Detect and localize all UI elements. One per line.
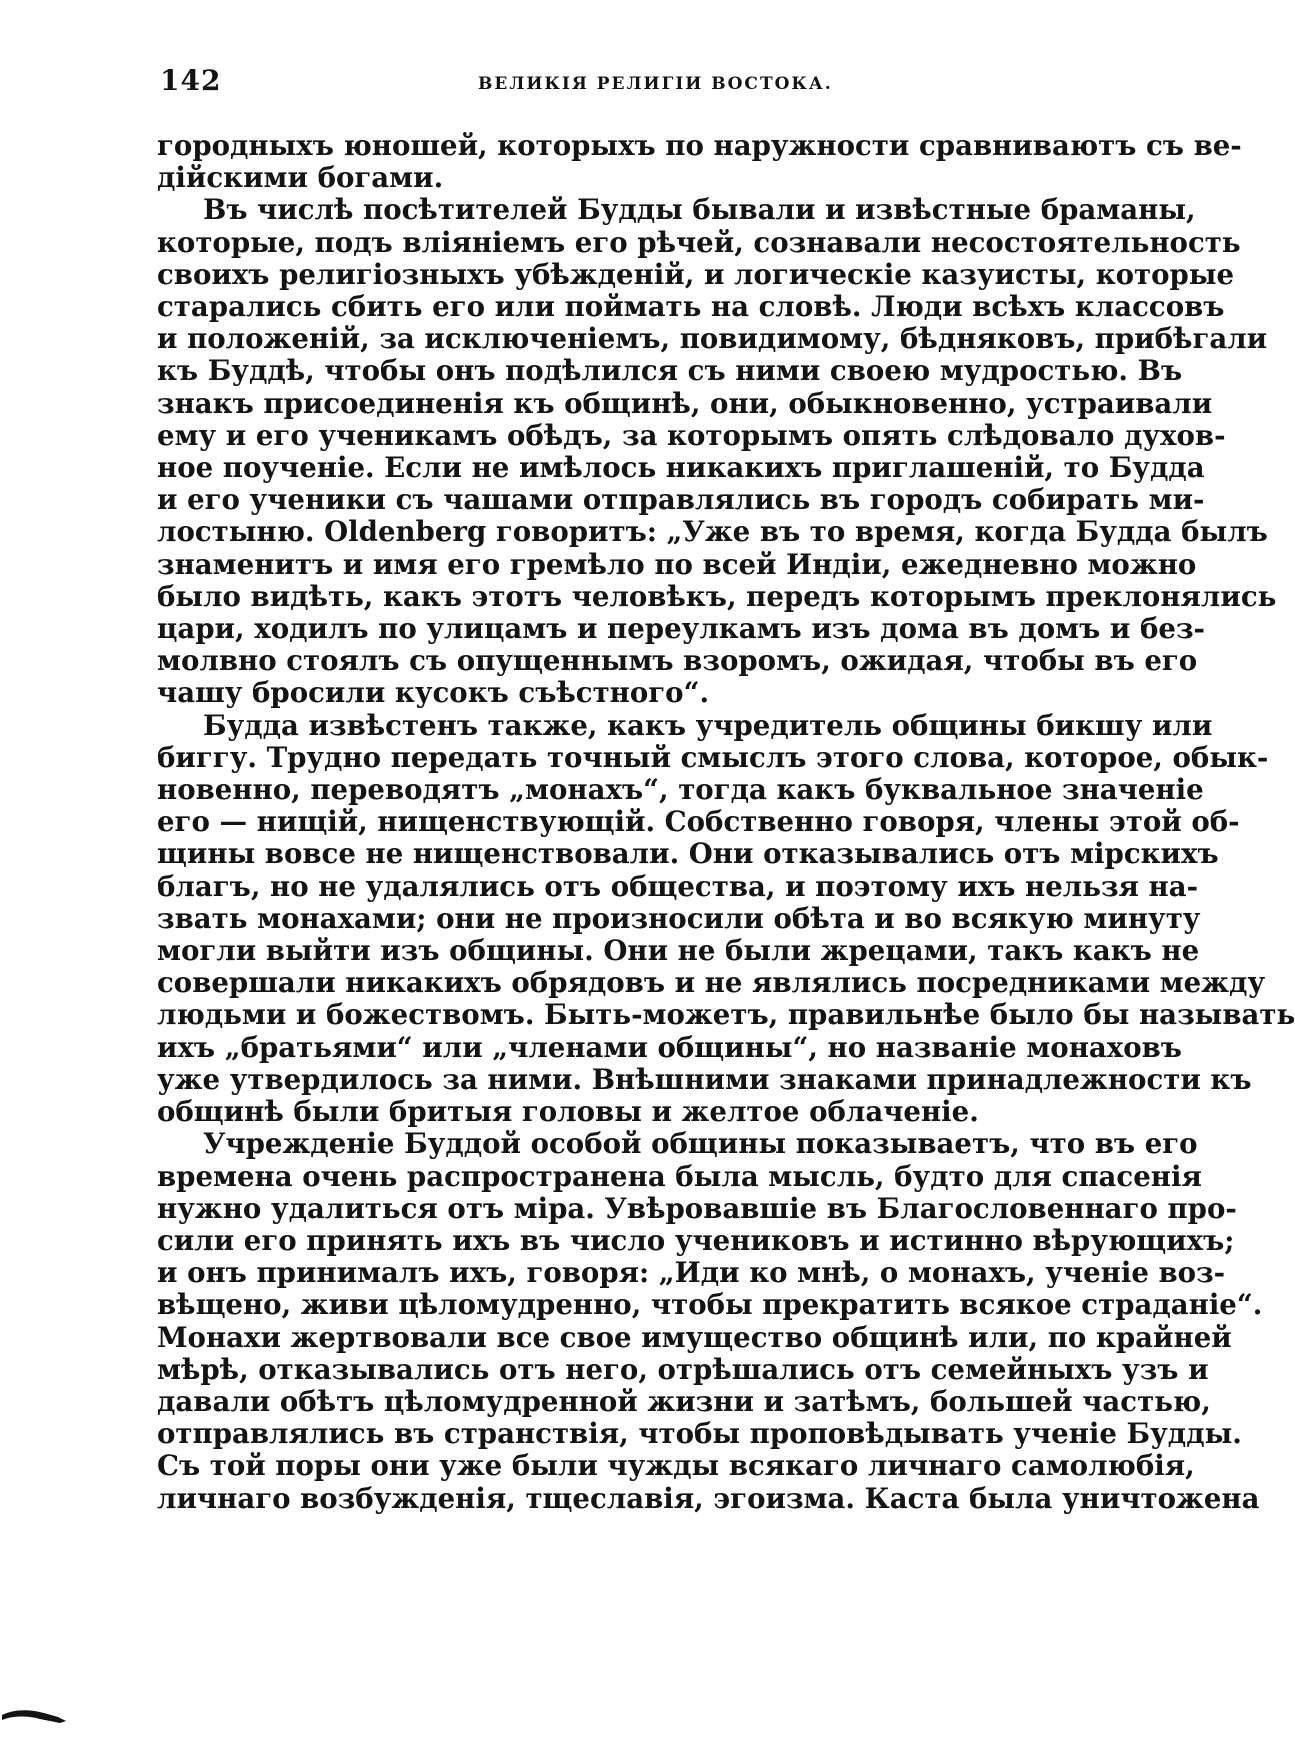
text-line: уже утвердилось за ними. Внѣшними знаками принадлежности къ <box>157 1062 1252 1096</box>
text-line: Съ той поры они уже были чужды всякаго личнаго самолюбія, <box>157 1449 1195 1483</box>
text-line: отправлялись въ странствія, чтобы проповѣдывать ученіе Будды. <box>157 1417 1242 1451</box>
text-line: ихъ „братьями“ или „членами общины“, но названіе монаховъ <box>157 1030 1182 1064</box>
text-line: было видѣть, какъ этотъ человѣкъ, передъ которымъ преклонялись <box>157 579 1277 613</box>
body-text <box>157 129 1295 1515</box>
text-line: благъ, но не удалялись отъ общества, и поэтому ихъ нельзя на- <box>157 869 1199 903</box>
text-line: Учрежденіе Буддой особой общины показываетъ, что въ его <box>203 1127 1198 1161</box>
text-line: ему и его ученикамъ обѣдъ, за которымъ опять слѣдовало духов- <box>157 418 1226 452</box>
text-line: нужно удалиться отъ міра. Увѣровавшіе въ Благословеннаго про- <box>157 1191 1237 1225</box>
text-line: и его ученики съ чашами отправлялись въ городъ собирать ми- <box>157 483 1205 517</box>
text-line: и положеній, за исключеніемъ, повидимому, бѣдняковъ, прибѣгали <box>157 322 1268 356</box>
text-line: времена очень распространена была мысль, будто для спасенія <box>157 1159 1202 1193</box>
text-line: биггу. Трудно передать точный смыслъ этого слова, которое, обык- <box>157 740 1269 774</box>
text-line: щины вовсе не нищенствовали. Они отказывались отъ мірскихъ <box>157 837 1219 871</box>
text-line: давали обѣтъ цѣломудренной жизни и затѣмъ, большей частью, <box>157 1384 1211 1418</box>
running-title: ВЕЛИКІЯ РЕЛИГІИ ВОСТОКА. <box>478 74 833 94</box>
text-line: Монахи жертвовали все свое имущество общинѣ или, по крайней <box>157 1320 1232 1354</box>
text-line: которые, подъ вліяніемъ его рѣчей, сознавали несостоятельность <box>157 225 1241 259</box>
text-line: могли выйти изъ общины. Они не были жрецами, такъ какъ не <box>157 934 1200 968</box>
text-line: старались сбить его или поймать на словѣ. Люди всѣхъ классовъ <box>157 290 1225 324</box>
text-line: къ Буддѣ, чтобы онъ подѣлился съ ними своею мудростью. Въ <box>157 354 1183 388</box>
paragraph <box>157 1127 1263 1515</box>
text-line: лостыню. Oldenberg говоритъ: „Уже въ то время, когда Будда былъ <box>157 515 1268 549</box>
text-line: новенно, переводятъ „монахъ“, тогда какъ буквальное значеніе <box>157 773 1204 807</box>
text-line: знаменитъ и имя его гремѣло по всей Индіи, ежедневно можно <box>157 547 1197 581</box>
text-line: знакъ присоединенія къ общинѣ, они, обыкновенно, устраивали <box>157 386 1213 420</box>
paragraph <box>157 193 1277 710</box>
text-line: и онъ принималъ ихъ, говоря: „Иди ко мнѣ, о монахъ, ученіе воз- <box>157 1256 1226 1290</box>
paragraph <box>157 129 1242 195</box>
page-number: 142 <box>160 64 222 97</box>
text-line: личнаго возбужденія, тщеславія, эгоизма. Каста была уничтожена <box>157 1481 1260 1515</box>
text-line: сили его принять ихъ въ число учениковъ и истинно вѣрующихъ; <box>157 1223 1235 1257</box>
text-line: совершали никакихъ обрядовъ и не являлись посредниками между <box>157 966 1266 1000</box>
paragraph <box>157 708 1295 1129</box>
text-line: дійскими богами. <box>157 161 444 195</box>
text-line: цари, ходилъ по улицамъ и переулкамъ изъ дома въ домъ и без- <box>157 612 1206 646</box>
text-line: молвно стоялъ съ опущеннымъ взоромъ, ожидая, чтобы въ его <box>157 644 1198 678</box>
scan-artifact-mark <box>0 1703 70 1725</box>
text-line: своихъ религіозныхъ убѣжденій, и логическіе казуисты, которые <box>157 257 1235 291</box>
text-line: Въ числѣ посѣтителей Будды бывали и извѣстные браманы, <box>203 193 1196 227</box>
text-line: вѣщено, живи цѣломудренно, чтобы прекратить всякое страданіе“. <box>157 1288 1263 1322</box>
page-header <box>160 64 1122 104</box>
text-line: чашу бросили кусокъ съѣстного“. <box>157 676 710 710</box>
text-line: людьми и божествомъ. Быть-можетъ, правильнѣе было бы называть <box>157 998 1295 1032</box>
text-line: общинѣ были бритыя головы и желтое облаченіе. <box>157 1095 979 1129</box>
text-line: городныхъ юношей, которыхъ по наружности сравниваютъ съ ве- <box>157 129 1242 162</box>
text-line: ное поученіе. Если не имѣлось никакихъ приглашеній, то Будда <box>157 451 1205 485</box>
text-line: мѣрѣ, отказывались отъ него, отрѣшались отъ семейныхъ узъ и <box>157 1352 1209 1386</box>
text-line: его — нищій, нищенствующій. Собственно говоря, члены этой об- <box>157 805 1240 839</box>
text-line: звать монахами; они не произносили обѣта и во всякую минуту <box>157 901 1201 935</box>
text-line: Будда извѣстенъ также, какъ учредитель общины бикшу или <box>203 708 1213 742</box>
